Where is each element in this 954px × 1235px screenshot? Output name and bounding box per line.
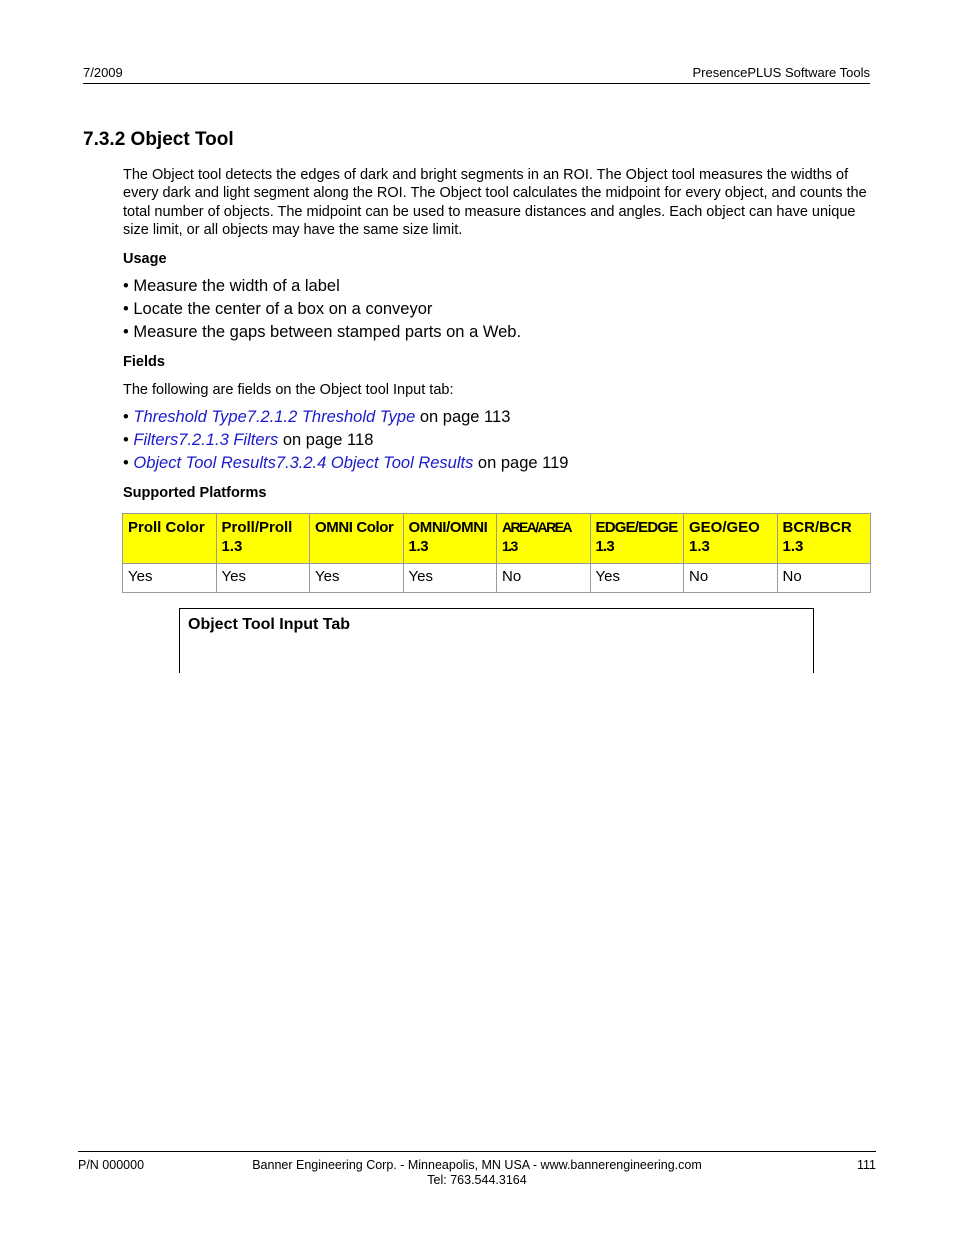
table-cell: Yes — [590, 564, 684, 593]
fields-link-item — [123, 452, 568, 475]
page-reference: on page 113 — [415, 408, 511, 426]
header-product: PresencePLUS Software Tools — [692, 65, 870, 80]
table-cell: Yes — [310, 564, 404, 593]
section-title: 7.3.2 Object Tool — [83, 129, 234, 150]
table-cell: No — [497, 564, 591, 593]
footer-company — [200, 1158, 754, 1188]
platforms-heading: Supported Platforms — [123, 485, 267, 501]
filters-link[interactable]: Filters7.2.1.3 Filters — [133, 431, 279, 449]
column-header: AREA/AREA 1.3 — [497, 514, 591, 564]
supported-platforms-table — [122, 513, 871, 593]
column-header: BCR/BCR 1.3 — [777, 514, 871, 564]
header-date: 7/2009 — [83, 65, 123, 80]
column-header: OMNI Color — [310, 514, 404, 564]
object-tool-results-link[interactable]: Object Tool Results7.3.2.4 Object Tool Results — [133, 454, 474, 472]
input-tab-box — [179, 608, 814, 673]
usage-item: • Measure the width of a label — [123, 277, 340, 295]
usage-list — [123, 275, 521, 344]
footer-part-number: P/N 000000 — [78, 1158, 145, 1172]
table-cell: Yes — [403, 564, 497, 593]
bullet: • — [123, 454, 134, 472]
column-header: Proll Color — [123, 514, 217, 564]
fields-link-item — [123, 406, 568, 429]
section-intro: The Object tool detects the edges of dark and bright segments in an ROI. The Object tool measures the widths of every dark and light segment along the ROI. The Object tool calculates the midpoint for every object, and counts the total number of objects. The midpoint can be used to measure distances and angles. Each object can have unique size limit, or all objects may have the same size limit. — [123, 167, 867, 239]
column-header: GEO/GEO 1.3 — [684, 514, 778, 564]
bullet: • — [123, 431, 134, 449]
page-reference: on page 118 — [278, 431, 374, 449]
fields-heading: Fields — [123, 354, 165, 370]
bullet: • — [123, 408, 134, 426]
usage-item: • Locate the center of a box on a conveyor — [123, 300, 433, 318]
input-tab-title: Object Tool Input Tab — [188, 616, 351, 633]
footer-rule — [78, 1151, 876, 1152]
page-reference: on page 119 — [473, 454, 569, 472]
column-header: Proll/Proll 1.3 — [216, 514, 310, 564]
footer-company-line: Banner Engineering Corp. - Minneapolis, MN USA - www.bannerengineering.com — [252, 1158, 702, 1172]
table-row — [123, 564, 871, 593]
usage-item: • Measure the gaps between stamped parts on a Web. — [123, 323, 522, 341]
table-cell: No — [684, 564, 778, 593]
threshold-type-link[interactable]: Threshold Type7.2.1.2 Threshold Type — [133, 408, 416, 426]
fields-link-item — [123, 429, 568, 452]
fields-description: The following are fields on the Object tool Input tab: — [123, 382, 454, 398]
column-header: OMNI/OMNI 1.3 — [403, 514, 497, 564]
footer-page-number: 111 — [856, 1158, 876, 1172]
footer-phone: Tel: 763.544.3164 — [427, 1173, 527, 1187]
header-rule — [83, 83, 870, 84]
fields-link-list — [123, 406, 568, 475]
column-header: EDGE/EDGE 1.3 — [590, 514, 684, 564]
table-cell: No — [777, 564, 871, 593]
table-cell: Yes — [123, 564, 217, 593]
table-cell: Yes — [216, 564, 310, 593]
table-header-row — [123, 514, 871, 564]
usage-heading: Usage — [123, 251, 167, 267]
